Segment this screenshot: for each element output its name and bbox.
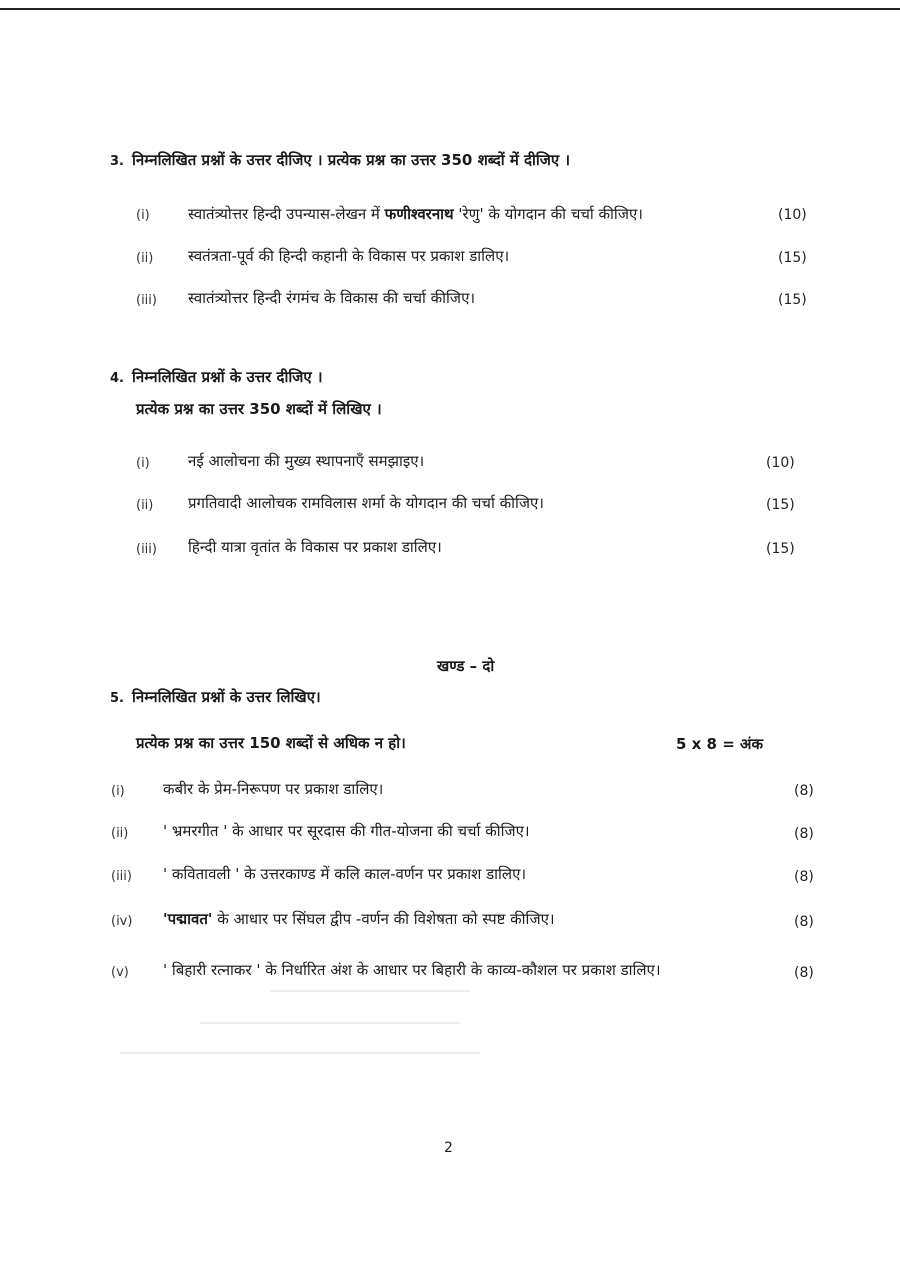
q4-subheading: प्रत्येक प्रश्न का उत्तर 350 शब्दों में लिखिए । bbox=[136, 400, 382, 418]
scan-smudge bbox=[270, 990, 470, 992]
q5-item-2-roman: (ii) bbox=[111, 826, 129, 841]
q5-item-4-text-bold: 'पद्मावत' bbox=[163, 910, 213, 928]
q5-item-3-roman: (iii) bbox=[111, 869, 132, 884]
q3-item-1-text bbox=[188, 204, 643, 224]
top-rule bbox=[0, 8, 900, 10]
q3-item-1-marks: (10) bbox=[778, 207, 807, 223]
q5-item-4-roman: (iv) bbox=[111, 914, 133, 929]
q4-item-3-roman: (iii) bbox=[136, 542, 157, 557]
q4-item-1-marks: (10) bbox=[766, 455, 795, 471]
page-number: 2 bbox=[444, 1140, 453, 1156]
q5-item-3-text: ' कवितावली ' के उत्तरकाण्ड में कलि काल-वर्णन पर प्रकाश डालिए। bbox=[163, 865, 527, 883]
q3-item-2-roman: (ii) bbox=[136, 251, 154, 266]
q4-item-3-text: हिन्दी यात्रा वृतांत के विकास पर प्रकाश डालिए। bbox=[188, 538, 442, 556]
q4-heading bbox=[110, 367, 323, 387]
q3-item-1-text-post: 'रेणु' के योगदान की चर्चा कीजिए। bbox=[453, 205, 643, 223]
q5-item-4-text-post: के आधार पर सिंघल द्वीप -वर्णन की विशेषता को स्पष्ट कीजिए। bbox=[212, 910, 555, 928]
q5-subheading: प्रत्येक प्रश्न का उत्तर 150 शब्दों से अधिक न हो। bbox=[136, 734, 406, 752]
scan-smudge bbox=[120, 1052, 480, 1054]
q4-item-2-marks: (15) bbox=[766, 497, 795, 513]
q5-number: 5. bbox=[110, 691, 124, 706]
q4-item-3-marks: (15) bbox=[766, 541, 795, 557]
q5-item-3-marks: (8) bbox=[794, 869, 814, 885]
q3-item-2-marks: (15) bbox=[778, 250, 807, 266]
q3-item-3-roman: (iii) bbox=[136, 293, 157, 308]
q4-item-2-roman: (ii) bbox=[136, 498, 154, 513]
section-title: खण्ड – दो bbox=[437, 657, 495, 675]
q5-item-2-text: ' भ्रमरगीत ' के आधार पर सूरदास की गीत-योजना की चर्चा कीजिए। bbox=[163, 822, 530, 840]
q5-item-5-marks: (8) bbox=[794, 965, 814, 981]
q3-item-1-text-bold: फणीश्वरनाथ bbox=[384, 205, 454, 223]
q5-item-2-marks: (8) bbox=[794, 826, 814, 842]
q5-item-1-text: कबीर के प्रेम-निरूपण पर प्रकाश डालिए। bbox=[163, 780, 384, 798]
q3-item-1-roman: (i) bbox=[136, 208, 150, 223]
q5-item-4-marks: (8) bbox=[794, 914, 814, 930]
q4-heading-text: निम्नलिखित प्रश्नों के उत्तर दीजिए । bbox=[131, 368, 323, 386]
scan-smudge bbox=[200, 1022, 460, 1024]
q5-item-5-roman: (v) bbox=[111, 965, 129, 980]
q5-item-1-marks: (8) bbox=[794, 783, 814, 799]
q4-number: 4. bbox=[110, 371, 124, 386]
q3-number: 3. bbox=[110, 154, 124, 169]
q4-item-1-text: नई आलोचना की मुख्य स्थापनाएँ समझाइए। bbox=[188, 452, 425, 470]
q4-item-2-text: प्रगतिवादी आलोचक रामविलास शर्मा के योगदान की चर्चा कीजिए। bbox=[188, 494, 544, 512]
q3-item-1-text-pre: स्वातंत्र्योत्तर हिन्दी उपन्यास-लेखन में bbox=[188, 205, 385, 223]
q3-item-3-text: स्वातंत्र्योत्तर हिन्दी रंगमंच के विकास की चर्चा कीजिए। bbox=[188, 289, 476, 307]
q5-marks-scheme: 5 x 8 = अंक bbox=[676, 735, 763, 753]
q5-item-1-roman: (i) bbox=[111, 784, 125, 799]
q3-item-3-marks: (15) bbox=[778, 292, 807, 308]
q5-item-4-text bbox=[163, 909, 555, 929]
q5-heading-text: निम्नलिखित प्रश्नों के उत्तर लिखिए। bbox=[131, 688, 321, 706]
q5-heading bbox=[110, 687, 321, 707]
q4-item-1-roman: (i) bbox=[136, 456, 150, 471]
q3-heading bbox=[110, 150, 570, 170]
q5-item-5-text: ' बिहारी रत्नाकर ' के निर्धारित अंश के आधार पर बिहारी के काव्य-कौशल पर प्रकाश डालिए। bbox=[163, 961, 661, 979]
q3-heading-text: निम्नलिखित प्रश्नों के उत्तर दीजिए । प्रत्येक प्रश्न का उत्तर 350 शब्दों में दीजिए । bbox=[131, 151, 571, 169]
q3-item-2-text: स्वतंत्रता-पूर्व की हिन्दी कहानी के विकास पर प्रकाश डालिए। bbox=[188, 247, 510, 265]
